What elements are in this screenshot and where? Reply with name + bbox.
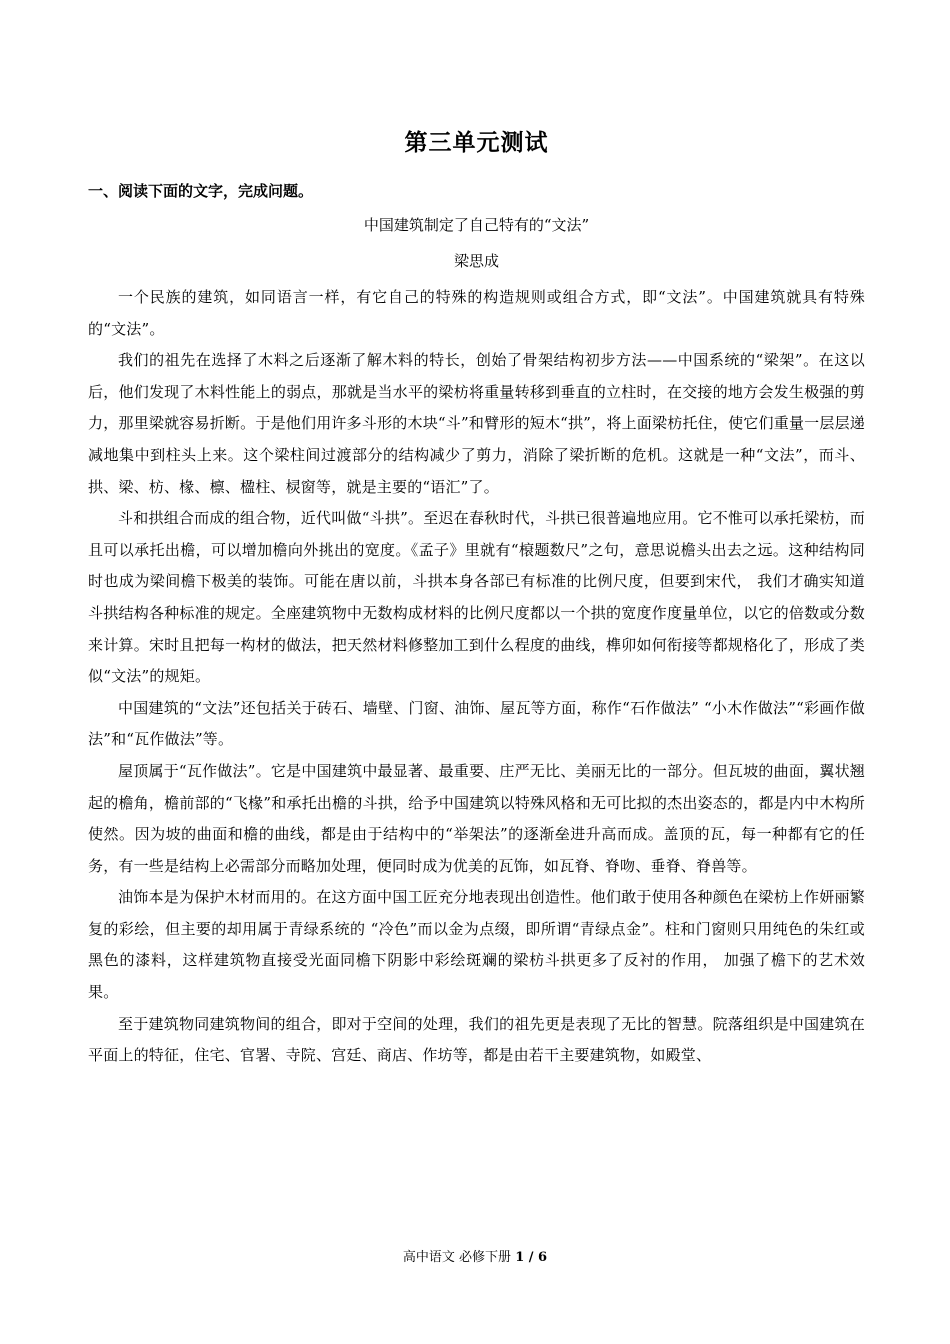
paragraph: 斗和拱组合而成的组合物，近代叫做“斗拱”。至迟在春秋时代，斗拱已很普遍地应用。它不惟可以承托梁枋，而且可以承托出檐，可以增加檐向外挑出的宽度。《孟子》里就有“榱题数尺”之句，意思说檐头出去之远。这种结构同时也成为梁间檐下极美的装饰。可能在唐以前，斗拱本身各部已有标准的比例尺度，但要到宋代， 我们才确实知道斗拱结构各种标准的规定。全座建筑物中无数构成材料的比例尺度都以一个拱的宽度作度量单位，以它的倍数或分数来计算。宋时且把每一构材的做法，把天然材料修整加工到什么程度的曲线，榫卯如何衔接等都规格化了，形成了类似“文法”的规矩。 (88, 509, 865, 686)
paragraph: 油饰本是为保护木材而用的。在这方面中国工匠充分地表现出创造性。他们敢于使用各种颜色在梁枋上作妍丽繁复的彩绘，但主要的却用属于青绿系统的 “冷色”而以金为点缀，即所谓“青绿点金”。柱和门窗则只用纯色的朱红或黑色的漆料，这样建筑物直接受光面同檐下阴影中彩绘斑斓的梁枋斗拱更多了反衬的作用， 加强了檐下的艺术效果。 (88, 888, 865, 1002)
page-footer (0, 1246, 950, 1265)
essay-body (88, 282, 865, 1072)
page-number: 1 / 6 (515, 1250, 548, 1265)
paragraph: 至于建筑物同建筑物间的组合，即对于空间的处理，我们的祖先更是表现了无比的智慧。院落组织是中国建筑在平面上的特征，住宅、官署、寺院、宫廷、商店、作坊等，都是由若干主要建筑物，如殿堂、 (88, 1014, 865, 1065)
paragraph: 屋顶属于“瓦作做法”。它是中国建筑中最显著、最重要、庄严无比、美丽无比的一部分。但瓦坡的曲面，翼状翘起的檐角，檐前部的“飞椽”和承托出檐的斗拱，给予中国建筑以特殊风格和无可比拟的杰出姿态的，都是内中木构所使然。因为坡的曲面和檐的曲线，都是由于结构中的“举架法”的逐渐垒进升高而成。盖顶的瓦，每一种都有它的任务，有一些是结构上必需部分而略加处理，便同时成为优美的瓦饰，如瓦脊、脊吻、垂脊、脊兽等。 (88, 761, 865, 875)
page-title: 第三单元测试 (404, 130, 549, 156)
question-heading: 一、阅读下面的文字，完成问题。 (88, 182, 314, 200)
footer-label: 高中语文 必修下册 (402, 1250, 516, 1265)
paragraph: 一个民族的建筑，如同语言一样，有它自己的特殊的构造规则或组合方式，即“文法”。中国建筑就具有特殊的“文法”。 (88, 288, 865, 338)
paragraph: 我们的祖先在选择了木料之后逐渐了解木料的特长，创始了骨架结构初步方法——中国系统的“梁架”。在这以后，他们发现了木料性能上的弱点，那就是当水平的梁枋将重量转移到垂直的立柱时，在交接的地方会发生极强的剪力，那里梁就容易折断。于是他们用许多斗形的木块“斗”和臂形的短木“拱”，将上面梁枋托住，使它们重量一层层递减地集中到柱头上来。这个梁柱间过渡部分的结构减少了剪力，消除了梁折断的危机。这就是一种“文法”，而斗、拱、梁、枋、椽、檩、楹柱、棂窗等，就是主要的“语汇”了。 (88, 351, 865, 496)
essay-title: 中国建筑制定了自己特有的“文法” (363, 216, 590, 234)
paragraph: 中国建筑的“文法”还包括关于砖石、墙壁、门窗、油饰、屋瓦等方面，称作“石作做法” “小木作做法”“彩画作做法”和“瓦作做法”等。 (88, 698, 865, 749)
essay-author: 梁思成 (453, 252, 499, 270)
